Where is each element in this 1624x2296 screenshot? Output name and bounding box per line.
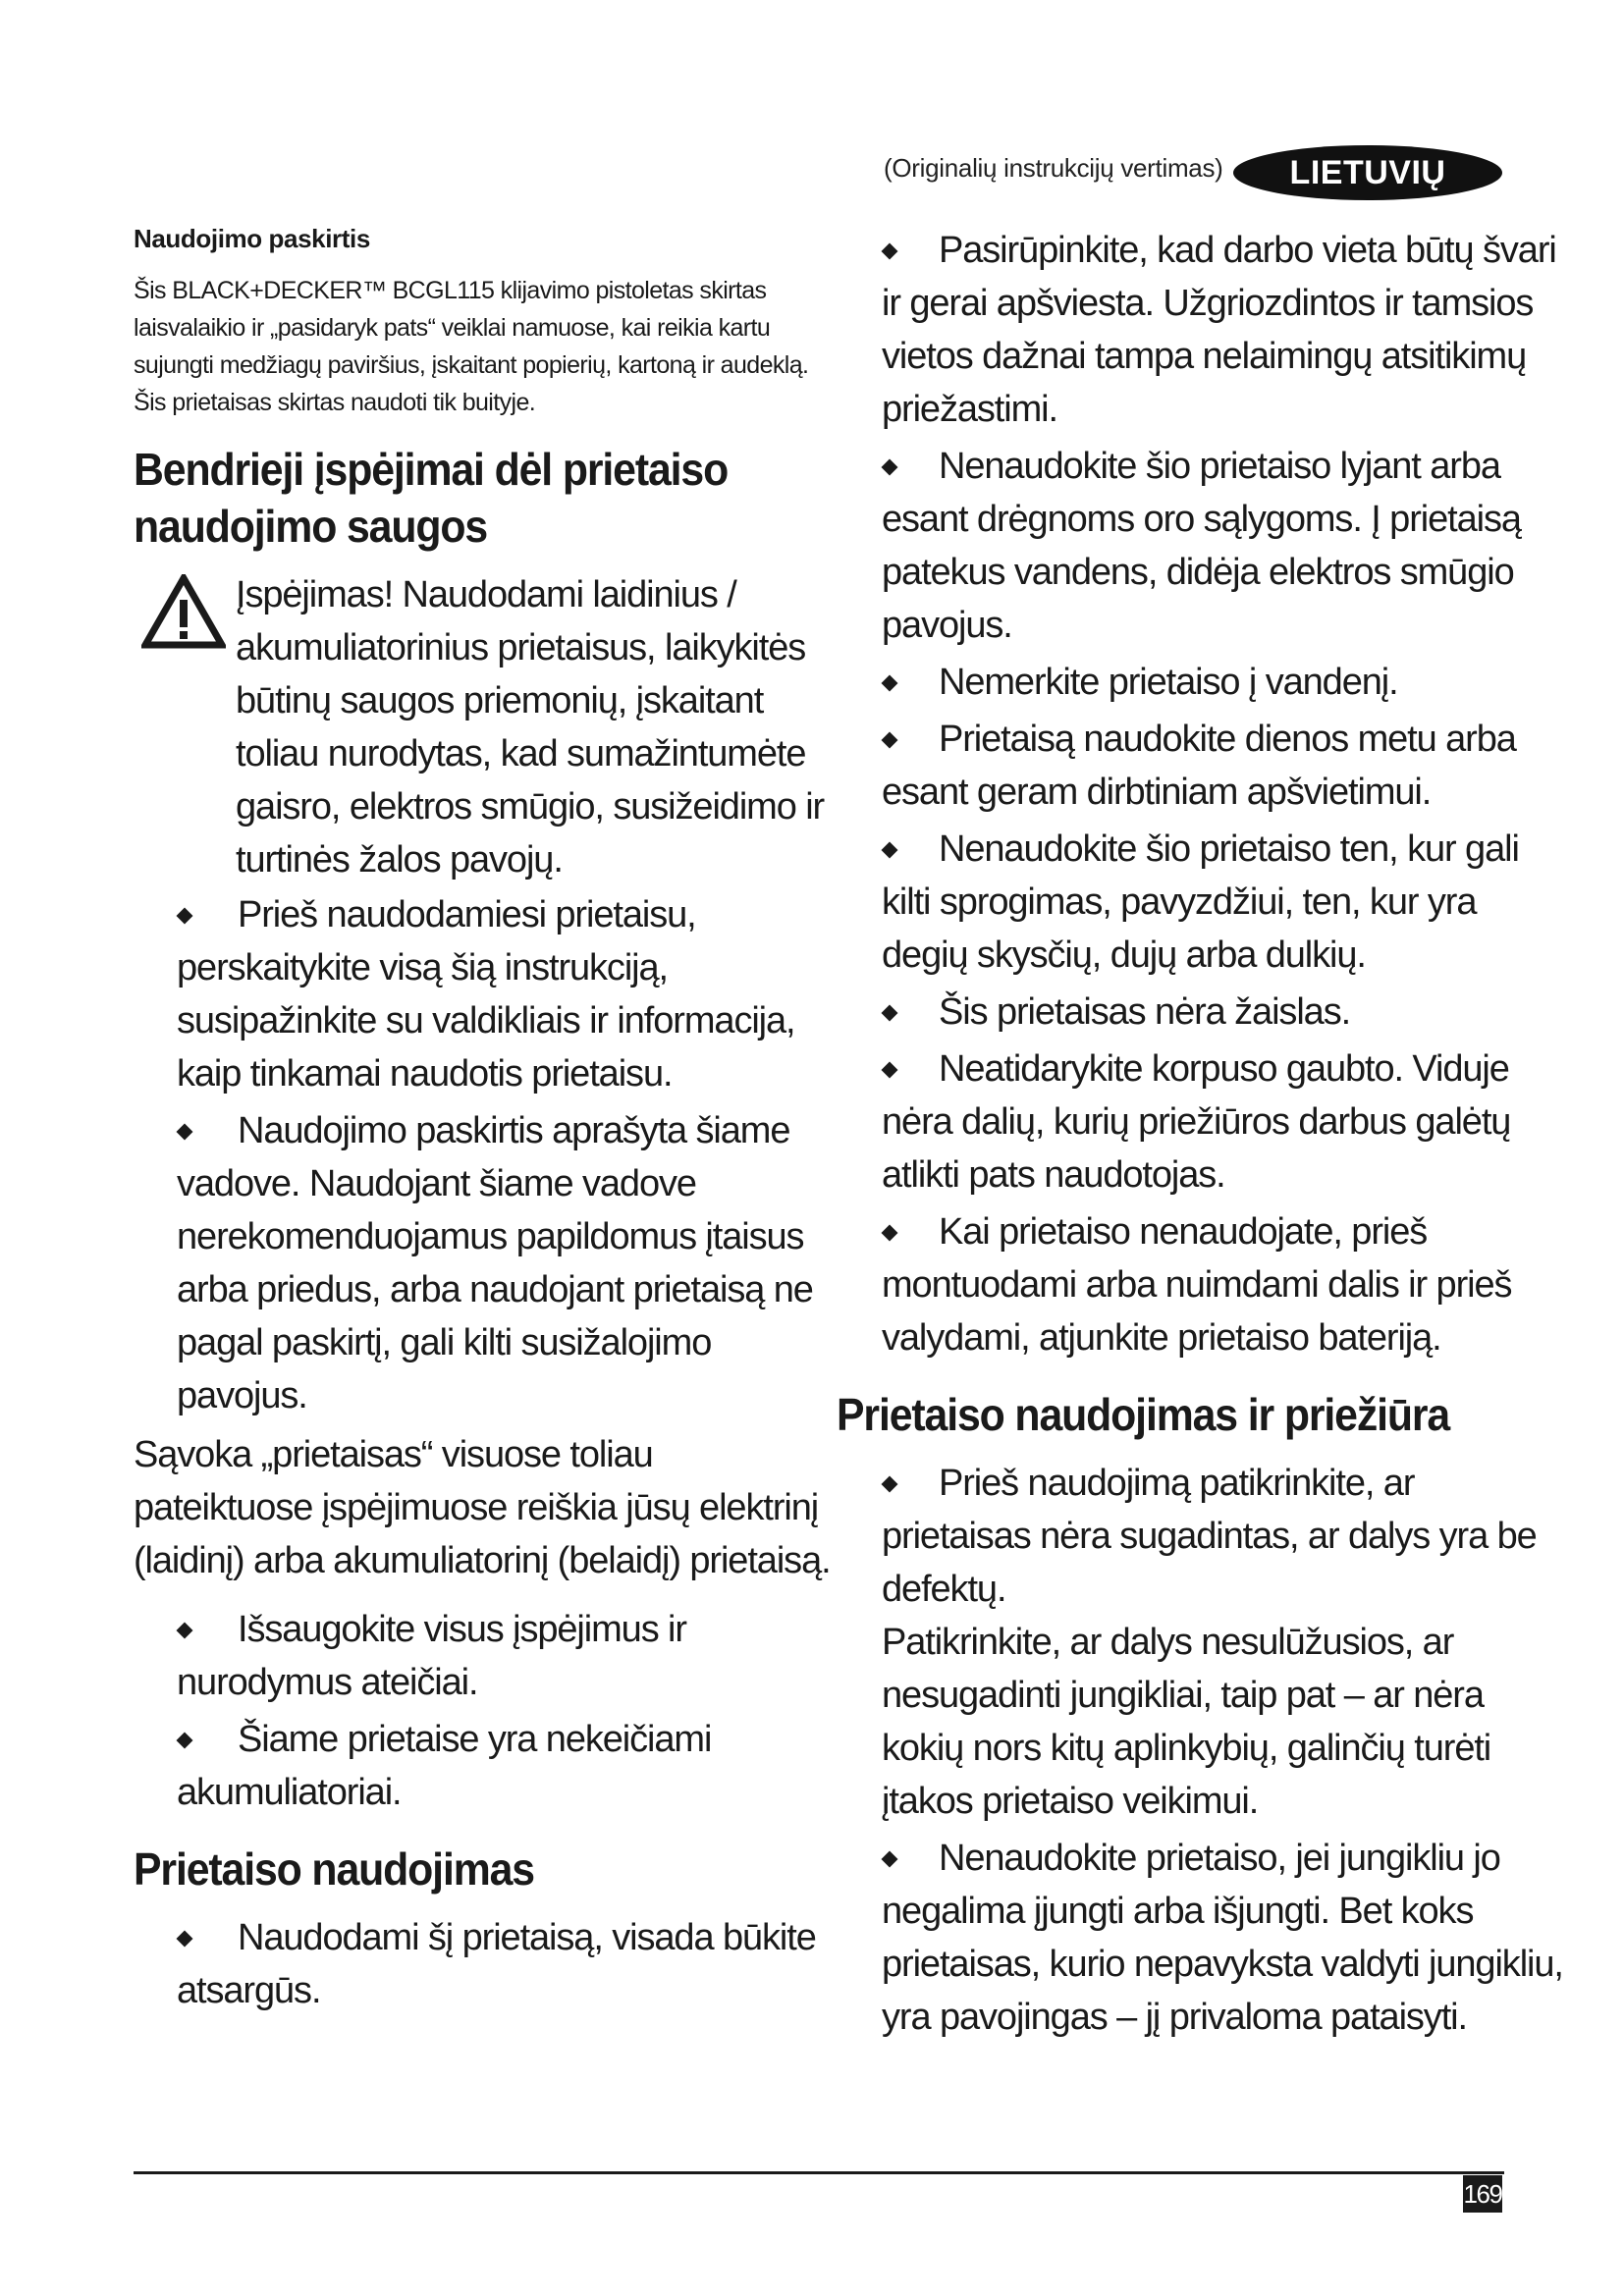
general-safety-heading: Bendrieji įspėjimai dėl prietaiso naudojimo saugos — [134, 444, 729, 552]
list-item: Neatidarykite korpuso gaubto. Viduje nėra dalių, kurių priežiūros darbus galėtų atlikti pats naudotojas. — [882, 1048, 1511, 1196]
translation-note: (Originalių instrukcijų vertimas) — [884, 153, 1223, 183]
intended-use-text: Šis BLACK+DECKER™ BCGL115 klijavimo pistoletas skirtas laisvalaikio ir „pasidaryk pats“ veiklai namuose, kai reikia kartu sujungti medžiagų paviršius, įskaitant popierių, kartoną ir audeklą. Šis prietaisas skirtas naudoti tik buityje. — [134, 277, 809, 416]
list-item: Nenaudokite prietaiso, jei jungikliu jo negalima įjungti arba išjungti. Bet koks prietaisas, kurio nepavyksta valdyti jungikliu, yra pavojingas – jį privaloma pataisyti. — [882, 1838, 1563, 2038]
bullet-icon — [177, 1931, 193, 1948]
bullet-icon — [177, 908, 193, 925]
right-column — [837, 224, 1563, 2048]
warning-text: Įspėjimas! Naudodami laidinius / akumuliatorinius prietaisus, laikykitės būtinų saugos priemonių, įskaitant toliau nurodytas, kad sumažintumėte gaisro, elektros smūgio, susižeidimo ir turtinės žalos pavojų. — [236, 574, 825, 881]
care-list — [882, 1457, 1563, 2044]
bullet-icon — [882, 675, 898, 692]
footer-rule — [134, 2171, 1504, 2174]
list-item: Naudodami šį prietaisą, visada būkite atsargūs. — [177, 1917, 816, 2011]
safety-list-1 — [177, 888, 833, 1422]
list-item: Prieš naudojimą patikrinkite, ar prietaisas nėra sugadintas, ar dalys yra be defektų. Patikrinkite, ar dalys nesulūžusios, ar nesugadinti jungikliai, taip pat – ar nėra kokių nors kitų aplinkybių, galinčių turėti įtakos prietaiso veikimui. — [882, 1457, 1563, 1828]
warning-triangle-icon — [141, 574, 226, 649]
list-item: Prieš naudodamiesi prietaisu, perskaitykite visą šią instrukciją, susipažinkite su valdikliais ir informacija, kaip tinkamai naudotis prietaisu. — [177, 894, 795, 1095]
left-column — [134, 224, 833, 2021]
list-item: Nenaudokite šio prietaiso lyjant arba esant drėgnoms oro sąlygoms. Į prietaisą patekus vandens, didėja elektros smūgio pavojus. — [882, 446, 1521, 646]
safety-list-3 — [177, 1911, 833, 2017]
list-item: Kai prietaiso nenaudojate, prieš montuodami arba nuimdami dalis ir prieš valydami, atjunkite prietaiso bateriją. — [882, 1211, 1512, 1359]
bullet-icon — [882, 1225, 898, 1242]
intended-use-title: Naudojimo paskirtis — [134, 224, 370, 253]
bullet-icon — [177, 1623, 193, 1639]
language-badge: LIETUVIŲ — [1233, 145, 1502, 200]
bullet-icon — [882, 459, 898, 476]
list-item: Pasirūpinkite, kad darbo vieta būtų švari ir gerai apšviesta. Užgriozdintos ir tamsios vietos dažnai tampa nelaimingų atsitikimų priežastimi. — [882, 230, 1556, 430]
list-item-subparagraph: Patikrinkite, ar dalys nesulūžusios, ar nesugadinti jungikliai, taip pat – ar nėra kokių nors kitų aplinkybių, galinčių turėti įtakos prietaiso veikimui. — [882, 1622, 1491, 1822]
list-item: Šiame prietaise yra nekeičiami akumuliatoriai. — [177, 1719, 712, 1813]
list-item: Nemerkite prietaiso į vandenį. — [882, 656, 1563, 709]
list-item: Prietaisą naudokite dienos metu arba esant geram dirbtiniam apšvietimui. — [882, 719, 1516, 813]
list-item: Nenaudokite šio prietaiso ten, kur gali kilti sprogimas, pavyzdžiui, ten, kur yra degių skysčių, dujų arba dulkių. — [882, 828, 1519, 976]
list-item: Naudojimo paskirtis aprašyta šiame vadove. Naudojant šiame vadove nerekomenduojamus papildomus įtaisus arba priedus, arba naudojant prietaisą ne pagal paskirtį, gali kilti susižalojimo pavojus. — [177, 1110, 813, 1416]
bullet-icon — [882, 1062, 898, 1079]
bullet-icon — [882, 1005, 898, 1022]
definition-paragraph: Sąvoka „prietaisas“ visuose toliau pateiktuose įspėjimuose reiškia jūsų elektrinį (laidinį) arba akumuliatorinį (belaidį) prietaisą. — [134, 1434, 831, 1581]
page-number: 169 — [1463, 2175, 1502, 2213]
bullet-icon — [882, 1476, 898, 1493]
list-item: Šis prietaisas nėra žaislas. — [882, 986, 1563, 1039]
bullet-icon — [882, 243, 898, 260]
bullet-icon — [177, 1733, 193, 1749]
list-item: Išsaugokite visus įspėjimus ir nurodymus ateičiai. — [177, 1609, 686, 1703]
bullet-icon — [882, 1851, 898, 1868]
device-use-heading: Prietaiso naudojimas — [134, 1843, 534, 1895]
bullet-icon — [882, 842, 898, 859]
warning-block — [134, 568, 833, 886]
bullet-icon — [177, 1124, 193, 1141]
bullet-icon — [882, 732, 898, 749]
safety-list-right — [882, 224, 1563, 1364]
safety-list-2 — [177, 1603, 833, 1819]
use-and-care-heading: Prietaiso naudojimas ir priežiūra — [837, 1389, 1450, 1440]
